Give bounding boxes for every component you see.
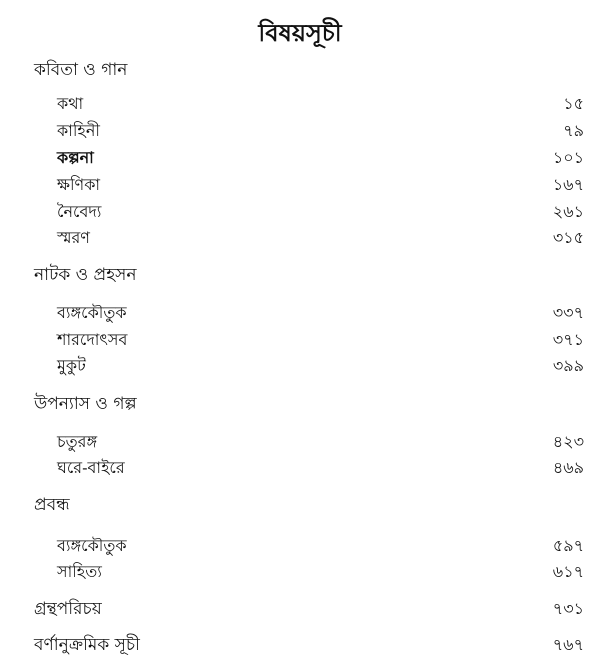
toc-entry-appendix — [0, 633, 600, 657]
entry-title: কথা — [57, 94, 84, 113]
toc-entry-appendix — [0, 597, 600, 621]
toc-entry — [0, 301, 600, 325]
entry-page-number: ৩৩৭ — [552, 303, 584, 322]
toc-entry — [0, 534, 600, 558]
section-heading: উপন্যাস ও গল্প — [34, 394, 137, 414]
toc-entry — [0, 430, 600, 454]
entry-page-number: ১০১ — [552, 148, 584, 167]
entry-page-number: ৭৩১ — [552, 599, 584, 618]
section-heading: প্রবন্ধ — [34, 495, 70, 515]
entry-page-number: ১৬৭ — [552, 175, 584, 194]
entry-page-number: ২৬১ — [552, 202, 584, 221]
entry-page-number: ৭৯ — [563, 121, 584, 140]
entry-title: ঘরে-বাইরে — [57, 458, 125, 477]
toc-entry — [0, 456, 600, 480]
toc-entry — [0, 119, 600, 143]
entry-title: সাহিত্য — [57, 562, 102, 581]
entry-page-number: ৪৬৯ — [552, 458, 584, 477]
toc-entry — [0, 173, 600, 197]
toc-entry — [0, 354, 600, 378]
entry-title: স্মরণ — [57, 228, 90, 247]
entry-page-number: ৫৯৭ — [552, 536, 584, 555]
entry-title: মুকুট — [57, 356, 86, 375]
entry-title: কল্পনা — [57, 148, 94, 167]
entry-title: ক্ষণিকা — [57, 175, 101, 194]
page-title: বিষয়সূচী — [258, 18, 342, 47]
entry-title: কাহিনী — [57, 121, 100, 140]
entry-page-number: ৩৭১ — [552, 330, 584, 349]
entry-page-number: ৬১৭ — [552, 562, 584, 581]
entry-page-number: ৭৬৭ — [552, 635, 584, 654]
entry-page-number: ৩১৫ — [552, 228, 584, 247]
toc-entry — [0, 200, 600, 224]
section-heading: কবিতা ও গান — [34, 60, 128, 80]
toc-entry — [0, 92, 600, 116]
section-heading: নাটক ও প্রহসন — [34, 265, 137, 285]
entry-title: চতুরঙ্গ — [57, 432, 98, 451]
entry-title: নৈবেদ্য — [57, 202, 102, 221]
entry-title: শারদোৎসব — [57, 330, 128, 349]
entry-title: ব্যঙ্গকৌতুক — [57, 303, 127, 322]
entry-page-number: ১৫ — [563, 94, 584, 113]
toc-entry — [0, 146, 600, 170]
toc-entry — [0, 560, 600, 584]
entry-page-number: ৪২৩ — [552, 432, 584, 451]
entry-page-number: ৩৯৯ — [552, 356, 584, 375]
entry-title: ব্যঙ্গকৌতুক — [57, 536, 127, 555]
entry-title: বর্ণানুক্রমিক সূচী — [34, 635, 140, 655]
toc-entry — [0, 226, 600, 250]
toc-entry — [0, 328, 600, 352]
entry-title: গ্রন্থপরিচয় — [34, 599, 102, 619]
